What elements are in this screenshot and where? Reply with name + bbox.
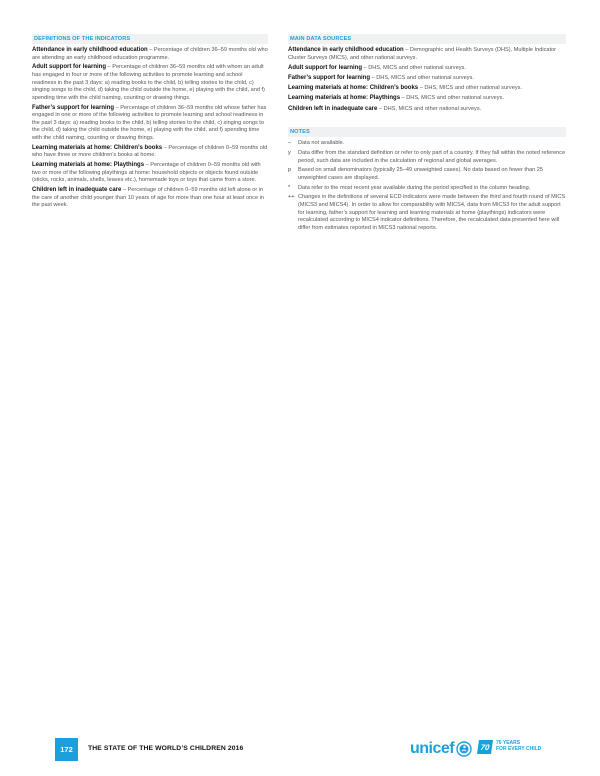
definition-term: Adult support for learning <box>32 64 106 71</box>
unicef-wordmark: unicef <box>410 740 455 757</box>
source-term: Learning materials at home: Children’s books <box>288 85 419 92</box>
note-symbol: * <box>288 184 291 191</box>
definition-text: – Percentage of children 0–59 months old left alone or in the care of another child younger than 10 years of age for more than one hour at least once in the past week. <box>32 187 264 209</box>
source-term: Father’s support for learning <box>288 74 371 81</box>
source-term: Children left in inadequate care <box>288 105 378 112</box>
anniversary-text <box>496 741 541 753</box>
source-text: – DHS, MICS and other national surveys. <box>418 85 522 92</box>
page-number: 172 <box>55 738 78 761</box>
definition-item <box>32 47 268 62</box>
anniversary-line-2: FOR EVERY CHILD <box>496 746 542 752</box>
note-text: Data refer to the most recent year available during the period specified in the column heading. <box>298 184 531 191</box>
note-symbol: – <box>288 140 292 147</box>
source-term: Learning materials at home: Playthings <box>288 95 401 102</box>
source-text: – DHS, MICS and other national surveys. <box>370 74 474 81</box>
definitions-heading: DEFINITIONS OF THE INDICATORS <box>32 34 268 44</box>
note-text: Data not available. <box>298 140 345 147</box>
note-symbol: y <box>288 149 291 156</box>
publication-title: THE STATE OF THE WORLD’S CHILDREN 2016 <box>88 745 244 752</box>
note-item <box>288 167 566 182</box>
definition-term: Attendance in early childhood education <box>32 47 148 53</box>
definition-text: – Percentage of children 36–59 months old whose father has engaged in one or more of the following activities to promote learning and school readiness in the past 3 days: a) reading books to the child, b) telling stories to the child, c) singing songs to the child, d) taking the child outside the home, e) playing with the child, and f) spending time with the child naming, counting or drawing things. <box>32 104 267 141</box>
definition-term: Learning materials at home: Children’s books <box>32 144 163 151</box>
definition-term: Father’s support for learning <box>32 104 115 111</box>
note-text: Based on small denominators (typically 25–49 unweighted cases). No data based on fewer than 25 unweighted cases are displayed. <box>298 167 544 181</box>
source-item <box>288 47 566 62</box>
definitions-column <box>32 34 268 212</box>
source-text: – DHS, MICS and other national surveys. <box>362 64 466 71</box>
definition-term: Children left in inadequate care <box>32 187 122 194</box>
source-item <box>288 65 566 73</box>
source-term: Attendance in early childhood education <box>288 47 404 53</box>
anniversary-line-1: 70 YEARS <box>496 740 521 747</box>
source-text: – DHS, MICS and other national surveys. <box>400 95 504 102</box>
note-text: Data differ from the standard definition or refer to only part of a country. If they fall within the noted reference period, such data are included in the calculation of regional and global averages. <box>298 149 566 164</box>
source-item <box>288 106 566 114</box>
note-text: Changes in the definitions of several ECD indicators were made between the third and fourth round of MICS (MICS3 and MICS4). In order to allow for comparability with MICS4, data from MICS3 for the adult support for learning, father’s support for learning and learning materials at home (playthings) indicators were recalculated according to MICS4 indicator definitions. Therefore, the recalculated data presented here will differ from estimates reported in MICS3 national reports. <box>298 194 566 231</box>
source-text: – Demographic and Health Surveys (DHS), Multiple Indicator Cluster Surveys (MICS), and other national surveys. <box>288 47 557 61</box>
definition-text: – Percentage of children 0–59 months old who have three or more children’s books at home. <box>32 144 268 159</box>
note-item <box>288 150 566 165</box>
source-text: – DHS, MICS and other national surveys. <box>377 105 482 112</box>
note-item <box>288 185 566 193</box>
note-item <box>288 140 566 148</box>
sources-column <box>288 34 566 235</box>
anniversary-badge: 70 <box>477 740 493 754</box>
definition-item <box>32 187 268 210</box>
definition-item <box>32 162 268 185</box>
definition-text: – Percentage of children 0–59 months old with two or more of the following playthings at home: household objects or objects found outside (sticks, rocks, animals, shells, leaves etc.), homemade toys or toys that came from a store. <box>32 162 261 184</box>
definition-text: – Percentage of children 36–59 months old with whom an adult has engaged in four or more of the following activities to promote learning and school readiness in the past 3 days: a) reading books to the child, b) telling stories to the child, c) singing songs to the child, d) taking the child outside the home, e) playing with the child, and f) spending time with the child naming, counting or drawing things. <box>32 64 265 101</box>
source-item <box>288 85 566 93</box>
source-item <box>288 75 566 83</box>
notes-heading: NOTES <box>288 127 566 137</box>
unicef-logo <box>410 740 472 758</box>
note-item <box>288 194 566 232</box>
sources-heading: MAIN DATA SOURCES <box>288 34 566 44</box>
definition-term: Learning materials at home: Playthings <box>32 162 145 169</box>
source-item <box>288 95 566 103</box>
definition-item <box>32 64 268 102</box>
unicef-emblem-icon <box>456 741 472 757</box>
source-term: Adult support for learning <box>288 64 362 71</box>
definition-item <box>32 145 268 160</box>
anniversary-logo <box>478 740 541 754</box>
definition-item <box>32 105 268 143</box>
note-symbol: p <box>288 167 292 174</box>
definition-text: – Percentage of children 36–59 months old who are attending an early childhood education programme. <box>32 47 268 61</box>
note-symbol: ++ <box>288 194 295 201</box>
